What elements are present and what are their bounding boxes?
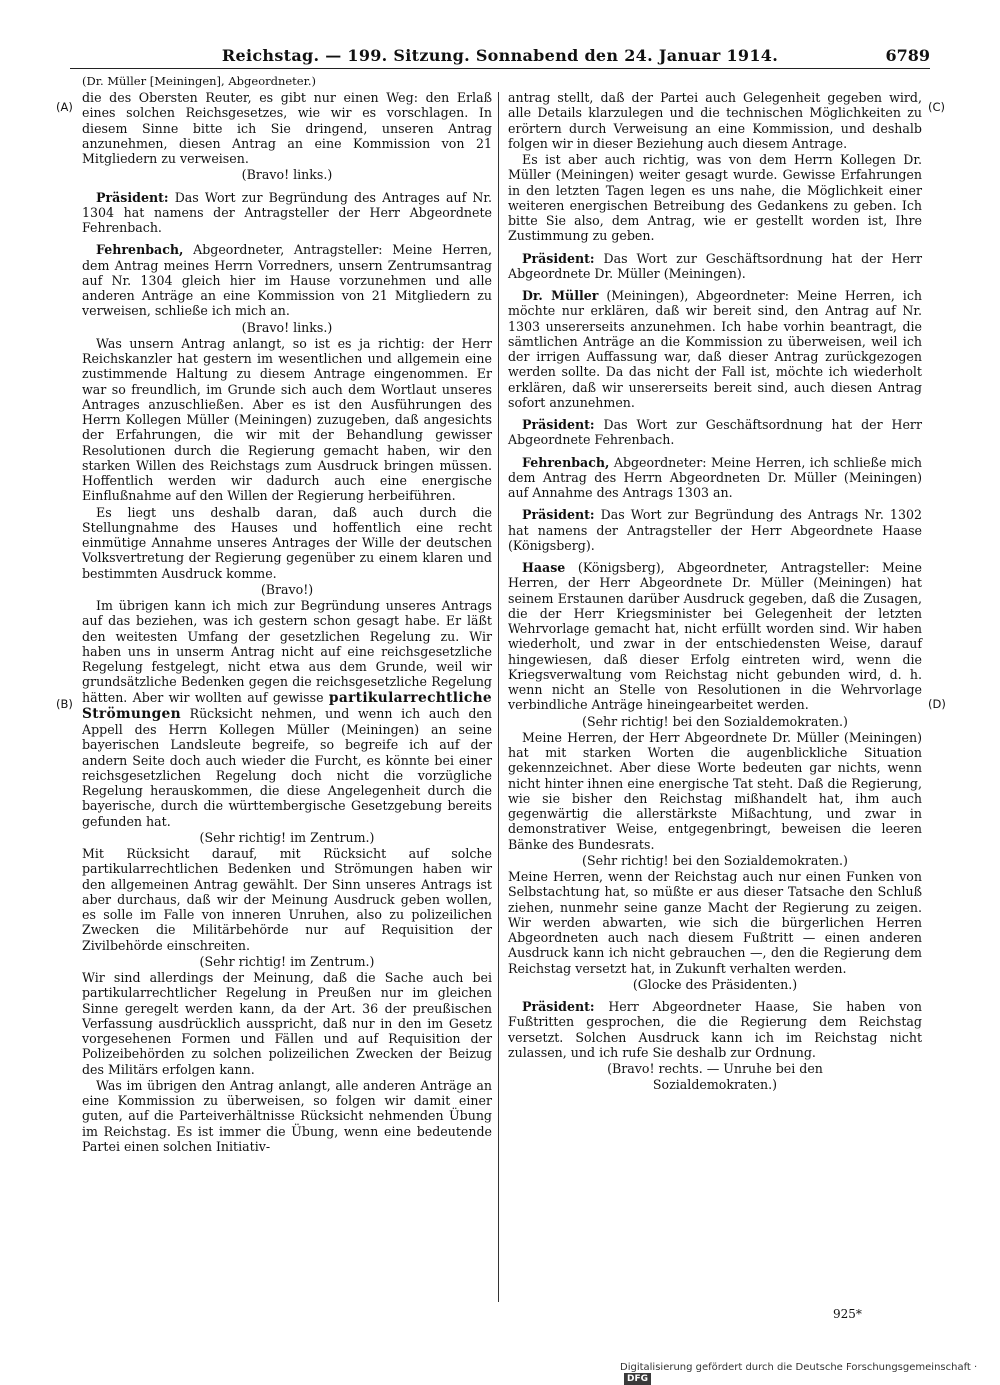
speaker-name: Haase [522, 560, 566, 575]
speaker-name: Präsident: [522, 250, 595, 266]
speaker-name: Präsident: [522, 999, 595, 1014]
column-divider [498, 92, 499, 1302]
paragraph: Mit Rücksicht darauf, mit Rücksicht auf solche partikularrechtlichen Bedenken und Strömungen haben wir den allgemeinen Antrag gewählt. Der Sinn unseres Antrags ist aber durchaus, daß wir der Meinung Ausdruck geben wollen, es solle im Falle von inneren Unruhen, also zu polizeilichen Zwecken die Militärbehörde nur auf Requisition der Zivilbehörde einschreiten. [82, 846, 492, 953]
reaction: (Sehr richtig! bei den Sozialdemokraten.) [582, 713, 848, 729]
speaker-name: Fehrenbach, [96, 242, 184, 258]
paragraph-text: Das Wort zur Begründung des Antrags Nr. 1302 hat namens der Antragsteller der Herr Abgeordnete Haase (Königsberg). [508, 507, 922, 553]
left-column [82, 90, 492, 1155]
paragraph [508, 288, 922, 410]
header-title: Reichstag. — 199. Sitzung. Sonnabend den 24. Januar 1914. [221, 46, 779, 65]
reaction: (Sehr richtig! im Zentrum.) [199, 953, 375, 969]
emphasis: partikularrechtliche Strömungen [82, 689, 492, 722]
reaction: (Sehr richtig! bei den Sozialdemokraten.) [582, 852, 848, 868]
paragraph: die des Obersten Reuter, es gibt nur einen Weg: den Erlaß eines solchen Reichsgesetzes, wie wir es vorschlagen. In diesem Sinne bitte ich Sie dringend, unseren Antrag anzunehmen, diesen Antrag an eine Kommission von 21 Mitgliedern zu verweisen. [82, 90, 492, 166]
reaction: (Bravo! links.) [241, 167, 333, 183]
paragraph [508, 455, 922, 501]
margin-marker-a: (A) [56, 100, 73, 114]
paragraph: Meine Herren, wenn der Reichstag auch nur einen Funken von Selbstachtung hat, so müßte er aus dieser Tatsache den Schluß ziehen, nunmehr seine ganze Macht der Regierung zu zeigen. Wir werden abwarten, wie sich die bürgerlichen Herren Abgeordneten auch nach diesem Fußtritt — einen anderen Ausdruck kann ich nicht gebrauchen —, den die Regierung dem Reichstag versetzt hat, in Zukunft verhalten werden. [508, 869, 922, 976]
paragraph: Es liegt uns deshalb daran, daß auch durch die Stellungnahme des Hauses und hoffentlich eine recht einmütige Annahme unseres Antrages der Wille der deutschen Volksvertretung der Regierung gegenüber zu einem klaren und bestimmten Ausdruck komme. [82, 504, 492, 581]
paragraph: Meine Herren, der Herr Abgeordnete Dr. Müller (Meiningen) hat mit starken Worten die augenblickliche Situation gekennzeichnet. Aber diese Worte bedeuten gar nichts, wenn nicht hinter ihnen eine energische Tat steht. Daß die Regierung, wie sie bisher den Reichstag mißhandelt hat, ihm auch gegenwärtig die allerstärkste Mißachtung, und zwar in demonstrativer Weise, entgegenbringt, beweisen die leeren Bänke des Bundesrats. [508, 729, 922, 852]
paragraph-text: Das Wort zur Begründung des Antrages auf Nr. 1304 hat namens der Antragsteller der Herr Abgeordnete Fehrenbach. [82, 189, 493, 235]
credit-text: Digitalisierung gefördert durch die Deutsche Forschungsgemeinschaft · [620, 1362, 978, 1373]
page-number: 6789 [885, 46, 930, 65]
paragraph-text: Das Wort zur Geschäftsordnung hat der Herr Abgeordnete Fehrenbach. [508, 417, 922, 448]
reaction: (Bravo! links.) [241, 319, 333, 335]
speaker-name: Präsident: [96, 189, 169, 205]
paragraph-text: Das Wort zur Geschäftsordnung hat der Herr Abgeordnete Dr. Müller (Meiningen). [508, 250, 922, 281]
margin-marker-b: (B) [56, 697, 73, 711]
reaction: (Bravo!) [260, 581, 314, 597]
paragraph-text: Herr Abgeordneter Haase, Sie haben von Fußtritten gesprochen, die die Regierung dem Reichstag versetzt. Solchen Ausdruck kann ich im Reichstag nicht zulassen, und ich rufe Sie deshalb zur Ordnung. [508, 999, 922, 1060]
paragraph [508, 560, 922, 713]
speaker-name: Präsident: [522, 507, 595, 523]
page-header [70, 46, 930, 70]
margin-marker-d: (D) [928, 697, 946, 711]
paragraph: Es ist aber auch richtig, was von dem Herrn Kollegen Dr. Müller (Meiningen) weiter gesagt wurde. Gewisse Erfahrungen in den letzten Tagen legen es uns nahe, die Möglichkeit einer weiteren energischen Betreibung des Gedankens zu geben. Ich bitte Sie also, dem Antrag, wie er gestellt worden ist, Ihre Zustimmung zu geben. [508, 152, 922, 244]
paragraph: Was im übrigen den Antrag anlangt, alle anderen Anträge an eine Kommission zu überweisen, so folgen wir damit einer guten, auf die Parteiverhältnisse Rücksicht nehmenden Übung im Reichstag. Es ist immer die Übung, wenn eine bedeutende Partei einen solchen Initiativ- [82, 1077, 492, 1154]
digitization-credit [620, 1362, 1000, 1385]
paragraph [508, 507, 922, 553]
speaker-name: Fehrenbach, [522, 454, 610, 470]
dfg-logo: DFG [624, 1373, 651, 1385]
paragraph [508, 251, 922, 282]
header-rule [70, 68, 930, 69]
reaction: (Bravo! rechts. — Unruhe bei den [607, 1061, 823, 1076]
paragraph-text: (Meiningen), Abgeordneter: Meine Herren, ich möchte nur erklären, daß wir bereit sind, den Antrag auf Nr. 1303 unsererseits anzunehmen. Ich habe vorhin beantragt, die sämtlichen Anträge an die Kommission zu überweisen, weil ich der irrigen Auffassung war, daß dieser Antrag zurückgezogen werden sollte. Da das nicht der Fall ist, möchte ich wiederholt erklären, daß wir unsererseits bereit sind, auch diesen Antrag sofort anzunehmen. [508, 288, 922, 410]
reaction: (Glocke des Präsidenten.) [632, 976, 798, 992]
paragraph [508, 417, 922, 448]
paragraph-text: Abgeordneter: Meine Herren, ich schließe mich dem Antrag des Herrn Abgeordneten Dr. Müller (Meiningen) auf Annahme des Antrags 1303 an. [508, 454, 922, 500]
right-column [508, 90, 922, 1094]
paragraph [82, 242, 492, 318]
paragraph-text: Im übrigen kann ich mich zur Begründung unseres Antrags auf das beziehen, was ich gestern schon gesagt habe. Er läßt den weitesten Umfang der gesetzlichen Regelung zu. Wir haben uns in unserm Antrag nicht auf eine reichsgesetzliche Regelung festgelegt, nicht etwa aus dem Grunde, weil wir grundsätzliche Bedenken gegen die reichsgesetzliche Regelung hätten. Aber wir wollten auf gewisse [82, 598, 492, 705]
speaker-name: Dr. Müller [522, 288, 599, 303]
paragraph-text: Abgeordneter, Antragsteller: Meine Herren, dem Antrag meines Herrn Vorredners, unsern Zentrumsantrag auf Nr. 1304 gleich hier im Hause vorzunehmen und alle anderen Anträge an eine Kommission von 21 Mitgliedern zu verweisen, schließe ich mich an. [82, 242, 492, 319]
paragraph-text: (Königsberg), Abgeordneter, Antragsteller: Meine Herren, der Herr Abgeordnete Dr. Müller (Meiningen) hat seinem Erstaunen darüber Ausdruck gegeben, daß die Zusagen, die der Herr Kriegsminister bei Gelegenheit der letzten Wehrvorlage gemacht hat, nicht erfüllt worden sind. Wir haben wiederholt, und zwar in der entschiedensten Weise, darauf hingewiesen, daß dieser Erfolg eintreten wird, wenn die Kriegsverwaltung vom Reichstag nicht gebunden wird, d. h. wenn nicht an Stelle von Resolutionen in die Wehrvorlage verbindliche Anträge hineingearbeitet werden. [508, 560, 922, 713]
reaction: (Sehr richtig! im Zentrum.) [199, 829, 375, 845]
running-speaker: (Dr. Müller [Meiningen], Abgeordneter.) [82, 74, 316, 88]
paragraph-text: Rücksicht nehmen, und wenn ich auch den Appell des Herrn Kollegen Müller (Meiningen) an seine bayerischen Landsleute begreife, so begreife ich auf der andern Seite doch auch wieder die Furcht, es könnte bei einer reichsgesetzlichen Regelung doch nicht die vorzügliche Regelung herauskommen, die diese Angelegenheit durch die bayerische, durch die württembergische Gesetzgebung bereits gefunden hat. [82, 705, 492, 829]
margin-marker-c: (C) [928, 100, 946, 114]
paragraph [82, 190, 492, 236]
paragraph: antrag stellt, daß der Partei auch Gelegenheit gegeben wird, alle Details klarzulegen und die technischen Möglichkeiten zu erörtern durch Verweisung an eine Kommission, und deshalb folgen wir in dieser Beziehung auch diesem Antrage. [508, 90, 922, 151]
reaction: Sozialdemokraten.) [652, 1077, 778, 1093]
paragraph: Was unsern Antrag anlangt, so ist es ja richtig: der Herr Reichskanzler hat gestern im wesentlichen und allgemein eine zustimmende Haltung zu diesem Antrage eingenommen. Er war so freundlich, im Grunde sich auch dem Wortlaut unseres Antrages anzuschließen. Aber es ist den Ausführungen des Herrn Kollegen Müller (Meiningen) zuzugeben, daß angesichts der Erfahrungen, die wir mit der Behandlung gewisser Resolutionen durch die Regierung gemacht haben, wir den starken Willen des Reichstags zum Ausdruck bringen müssen. Hoffentlich werden wir dadurch auch eine energische Einflußnahme auf den Willen der Regierung herbeiführen. [82, 335, 492, 504]
paragraph: Wir sind allerdings der Meinung, daß die Sache auch bei partikularrechtlicher Regelung in Preußen nur im gleichen Sinne geregelt werden kann, da der Art. 36 der preußischen Verfassung ausdrücklich ausspricht, daß nur in den im Gesetz vorgesehenen Formen und Fällen und auf Requisition der Polizeibehörden zu solchen polizeilichen Zwecken der Beizug des Militärs erfolgen kann. [82, 970, 492, 1077]
speaker-name: Präsident: [522, 417, 595, 432]
sheet-number: 925* [833, 1307, 862, 1321]
paragraph [82, 598, 492, 829]
paragraph [508, 999, 922, 1060]
